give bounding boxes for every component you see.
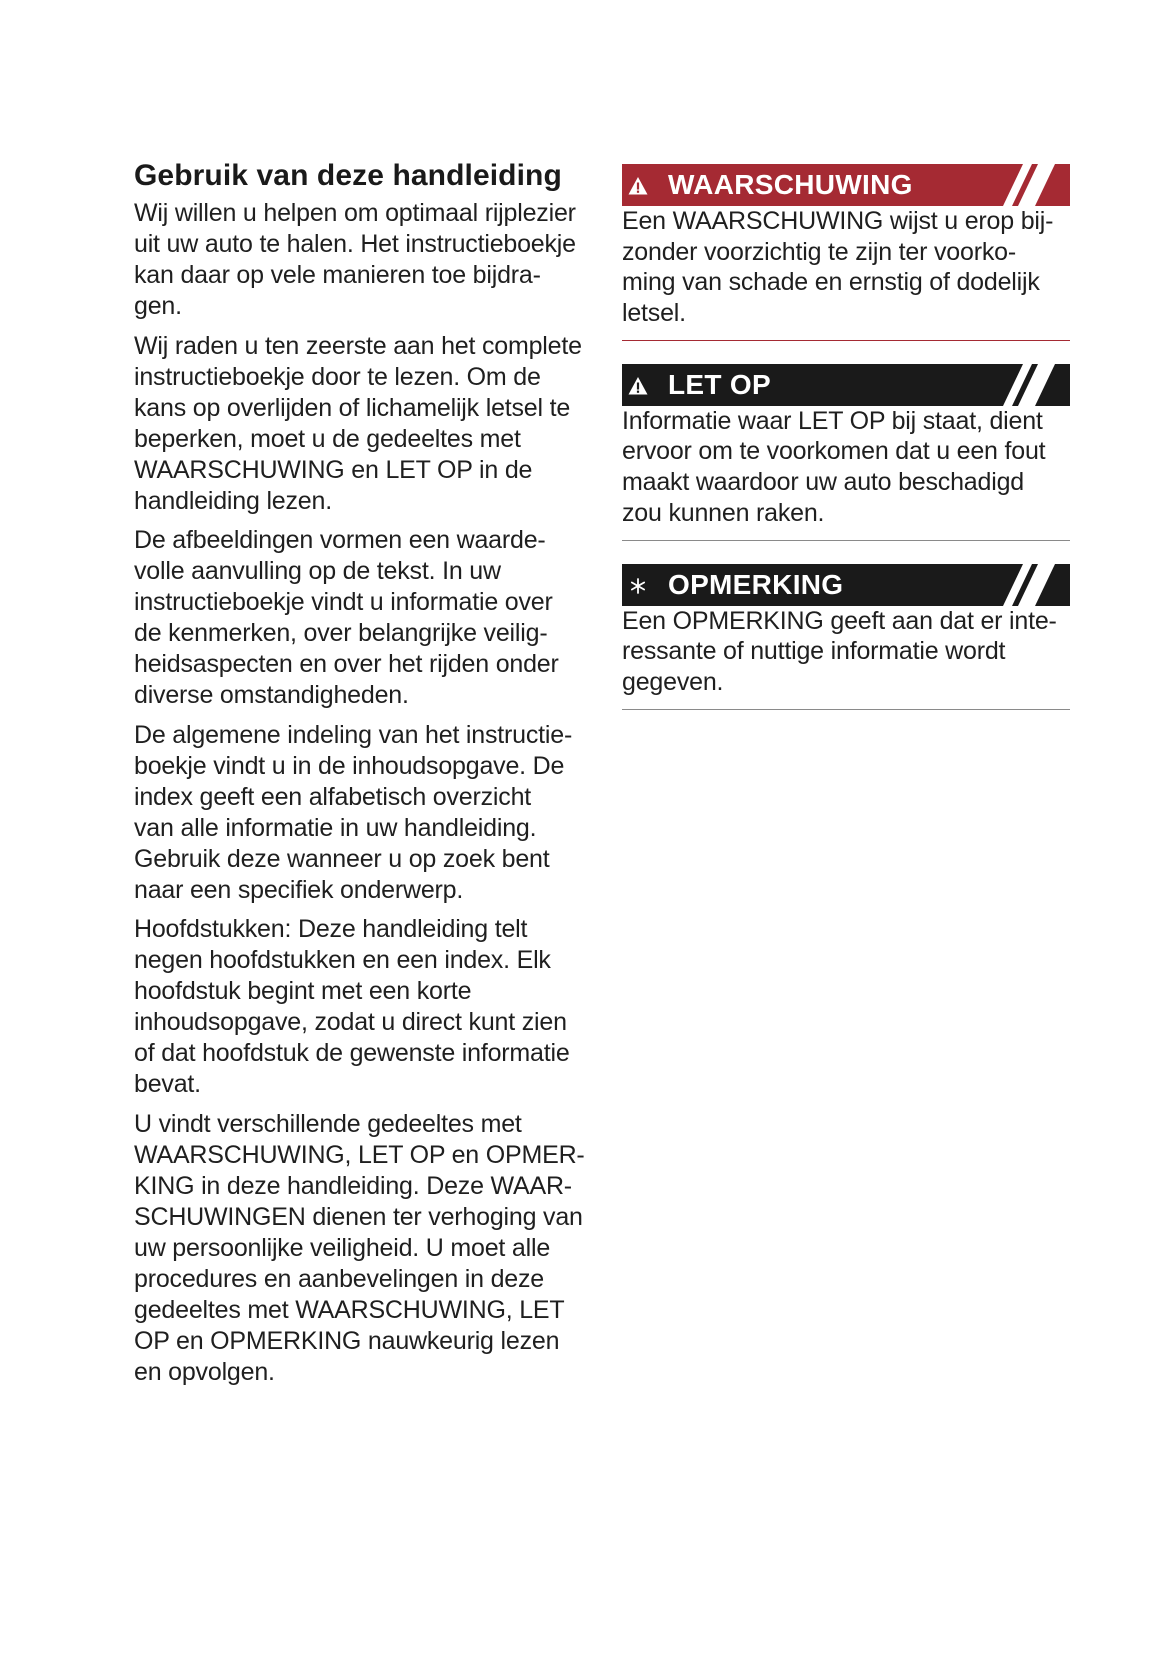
text-line: uit uw auto te halen. Het instructieboekje	[134, 230, 576, 258]
text-line: index geeft een alfabetisch overzicht	[134, 782, 532, 811]
text-line: kan daar op vele manieren toe bijdra-	[134, 261, 541, 289]
spacer	[622, 541, 1070, 564]
text-line: Wij raden u ten zeerste aan het complete	[134, 331, 582, 360]
note-description	[622, 606, 1070, 698]
text-line: uw persoonlijke veiligheid. U moet alle	[134, 1233, 551, 1262]
notice-legend	[622, 164, 1070, 710]
note-header-bar	[622, 564, 1070, 606]
text-line: ervoor om te voorkomen dat u een fout	[622, 437, 1046, 466]
stripes-decoration-icon	[990, 164, 1070, 206]
text-line: Hoofdstukken: Deze handleiding telt	[134, 915, 528, 944]
intro-section	[134, 158, 584, 1397]
text-line: letsel.	[622, 299, 686, 328]
paragraph-5	[134, 914, 584, 1100]
warning-triangle-icon	[628, 376, 648, 396]
text-line: maakt waardoor uw auto beschadigd	[622, 468, 1024, 497]
spacer	[622, 329, 1070, 340]
text-line: zou kunnen raken.	[622, 498, 825, 527]
text-line: procedures en aanbevelingen in deze	[134, 1264, 544, 1293]
stripes-decoration-icon	[990, 564, 1070, 606]
text-line: SCHUWINGEN dienen ter verhoging van	[134, 1202, 583, 1231]
note-divider	[622, 709, 1070, 710]
text-line: zonder voorzichtig te zijn ter voorko-	[622, 237, 1016, 266]
section-title: Gebruik van deze handleiding	[134, 159, 562, 192]
text-line: KING in deze handleiding. Deze WAAR-	[134, 1171, 572, 1200]
text-line: Een WAARSCHUWING wijst u erop bij-	[622, 207, 1054, 235]
text-line: volle aanvulling op de tekst. In uw	[134, 557, 501, 586]
paragraph-1	[134, 198, 584, 322]
text-line: van alle informatie in uw handleiding.	[134, 813, 537, 842]
text-line: Gebruik deze wanneer u op zoek bent	[134, 844, 550, 873]
spacer	[622, 341, 1070, 364]
text-line: WAARSCHUWING en LET OP in de	[134, 455, 533, 484]
text-line: ming van schade en ernstig of dodelijk	[622, 268, 1040, 297]
text-line: negen hoofdstukken en een index. Elk	[134, 946, 551, 975]
text-line: of dat hoofdstuk de gewenste informatie	[134, 1039, 570, 1068]
text-line: de kenmerken, over belangrijke veilig-	[134, 619, 548, 648]
text-line: bevat.	[134, 1070, 201, 1099]
paragraph-2	[134, 331, 584, 517]
text-line: handleiding lezen.	[134, 486, 332, 515]
text-line: Een OPMERKING geeft aan dat er inte-	[622, 606, 1057, 635]
text-line: WAARSCHUWING, LET OP en OPMER-	[134, 1140, 585, 1169]
warning-header-bar	[622, 164, 1070, 206]
text-line: kans op overlijden of lichamelijk letsel te	[134, 393, 571, 422]
stripes-decoration-icon	[990, 364, 1070, 406]
caution-header-bar	[622, 364, 1070, 406]
text-line: en opvolgen.	[134, 1357, 275, 1386]
caution-title: LET OP	[668, 368, 771, 400]
warning-title: WAARSCHUWING	[668, 169, 913, 200]
asterisk-icon	[628, 576, 648, 596]
text-line: diverse omstandigheden.	[134, 681, 409, 710]
spacer	[622, 529, 1070, 540]
warning-triangle-icon	[628, 176, 648, 196]
text-line: Informatie waar LET OP bij staat, dient	[622, 406, 1043, 435]
paragraph-3	[134, 525, 584, 711]
spacer	[622, 698, 1070, 709]
text-line: heidsaspecten en over het rijden onder	[134, 650, 559, 679]
text-line: instructieboekje door te lezen. Om de	[134, 362, 541, 391]
text-line: naar een specifiek onderwerp.	[134, 875, 464, 904]
paragraph-4	[134, 720, 584, 906]
text-line: gen.	[134, 292, 182, 320]
text-line: De algemene indeling van het instructie-	[134, 720, 573, 749]
text-line: gedeeltes met WAARSCHUWING, LET	[134, 1295, 565, 1324]
text-line: U vindt verschillende gedeeltes met	[134, 1109, 522, 1138]
note-title: OPMERKING	[668, 568, 844, 600]
text-line: hoofdstuk begint met een korte	[134, 977, 472, 1006]
text-line: gegeven.	[622, 667, 724, 696]
warning-description	[622, 206, 1070, 329]
text-line: boekje vindt u in de inhoudsopgave. De	[134, 751, 565, 780]
text-line: De afbeeldingen vormen een waarde-	[134, 526, 546, 555]
text-line: instructieboekje vindt u informatie over	[134, 588, 553, 617]
paragraph-6	[134, 1109, 584, 1388]
text-line: inhoudsopgave, zodat u direct kunt zien	[134, 1008, 567, 1037]
text-line: beperken, moet u de gedeeltes met	[134, 424, 521, 453]
caution-description	[622, 406, 1070, 529]
text-line: ressante of nuttige informatie wordt	[622, 637, 1006, 666]
text-line: Wij willen u helpen om optimaal rijplezier	[134, 199, 576, 227]
text-line: OP en OPMERKING nauwkeurig lezen	[134, 1326, 560, 1355]
